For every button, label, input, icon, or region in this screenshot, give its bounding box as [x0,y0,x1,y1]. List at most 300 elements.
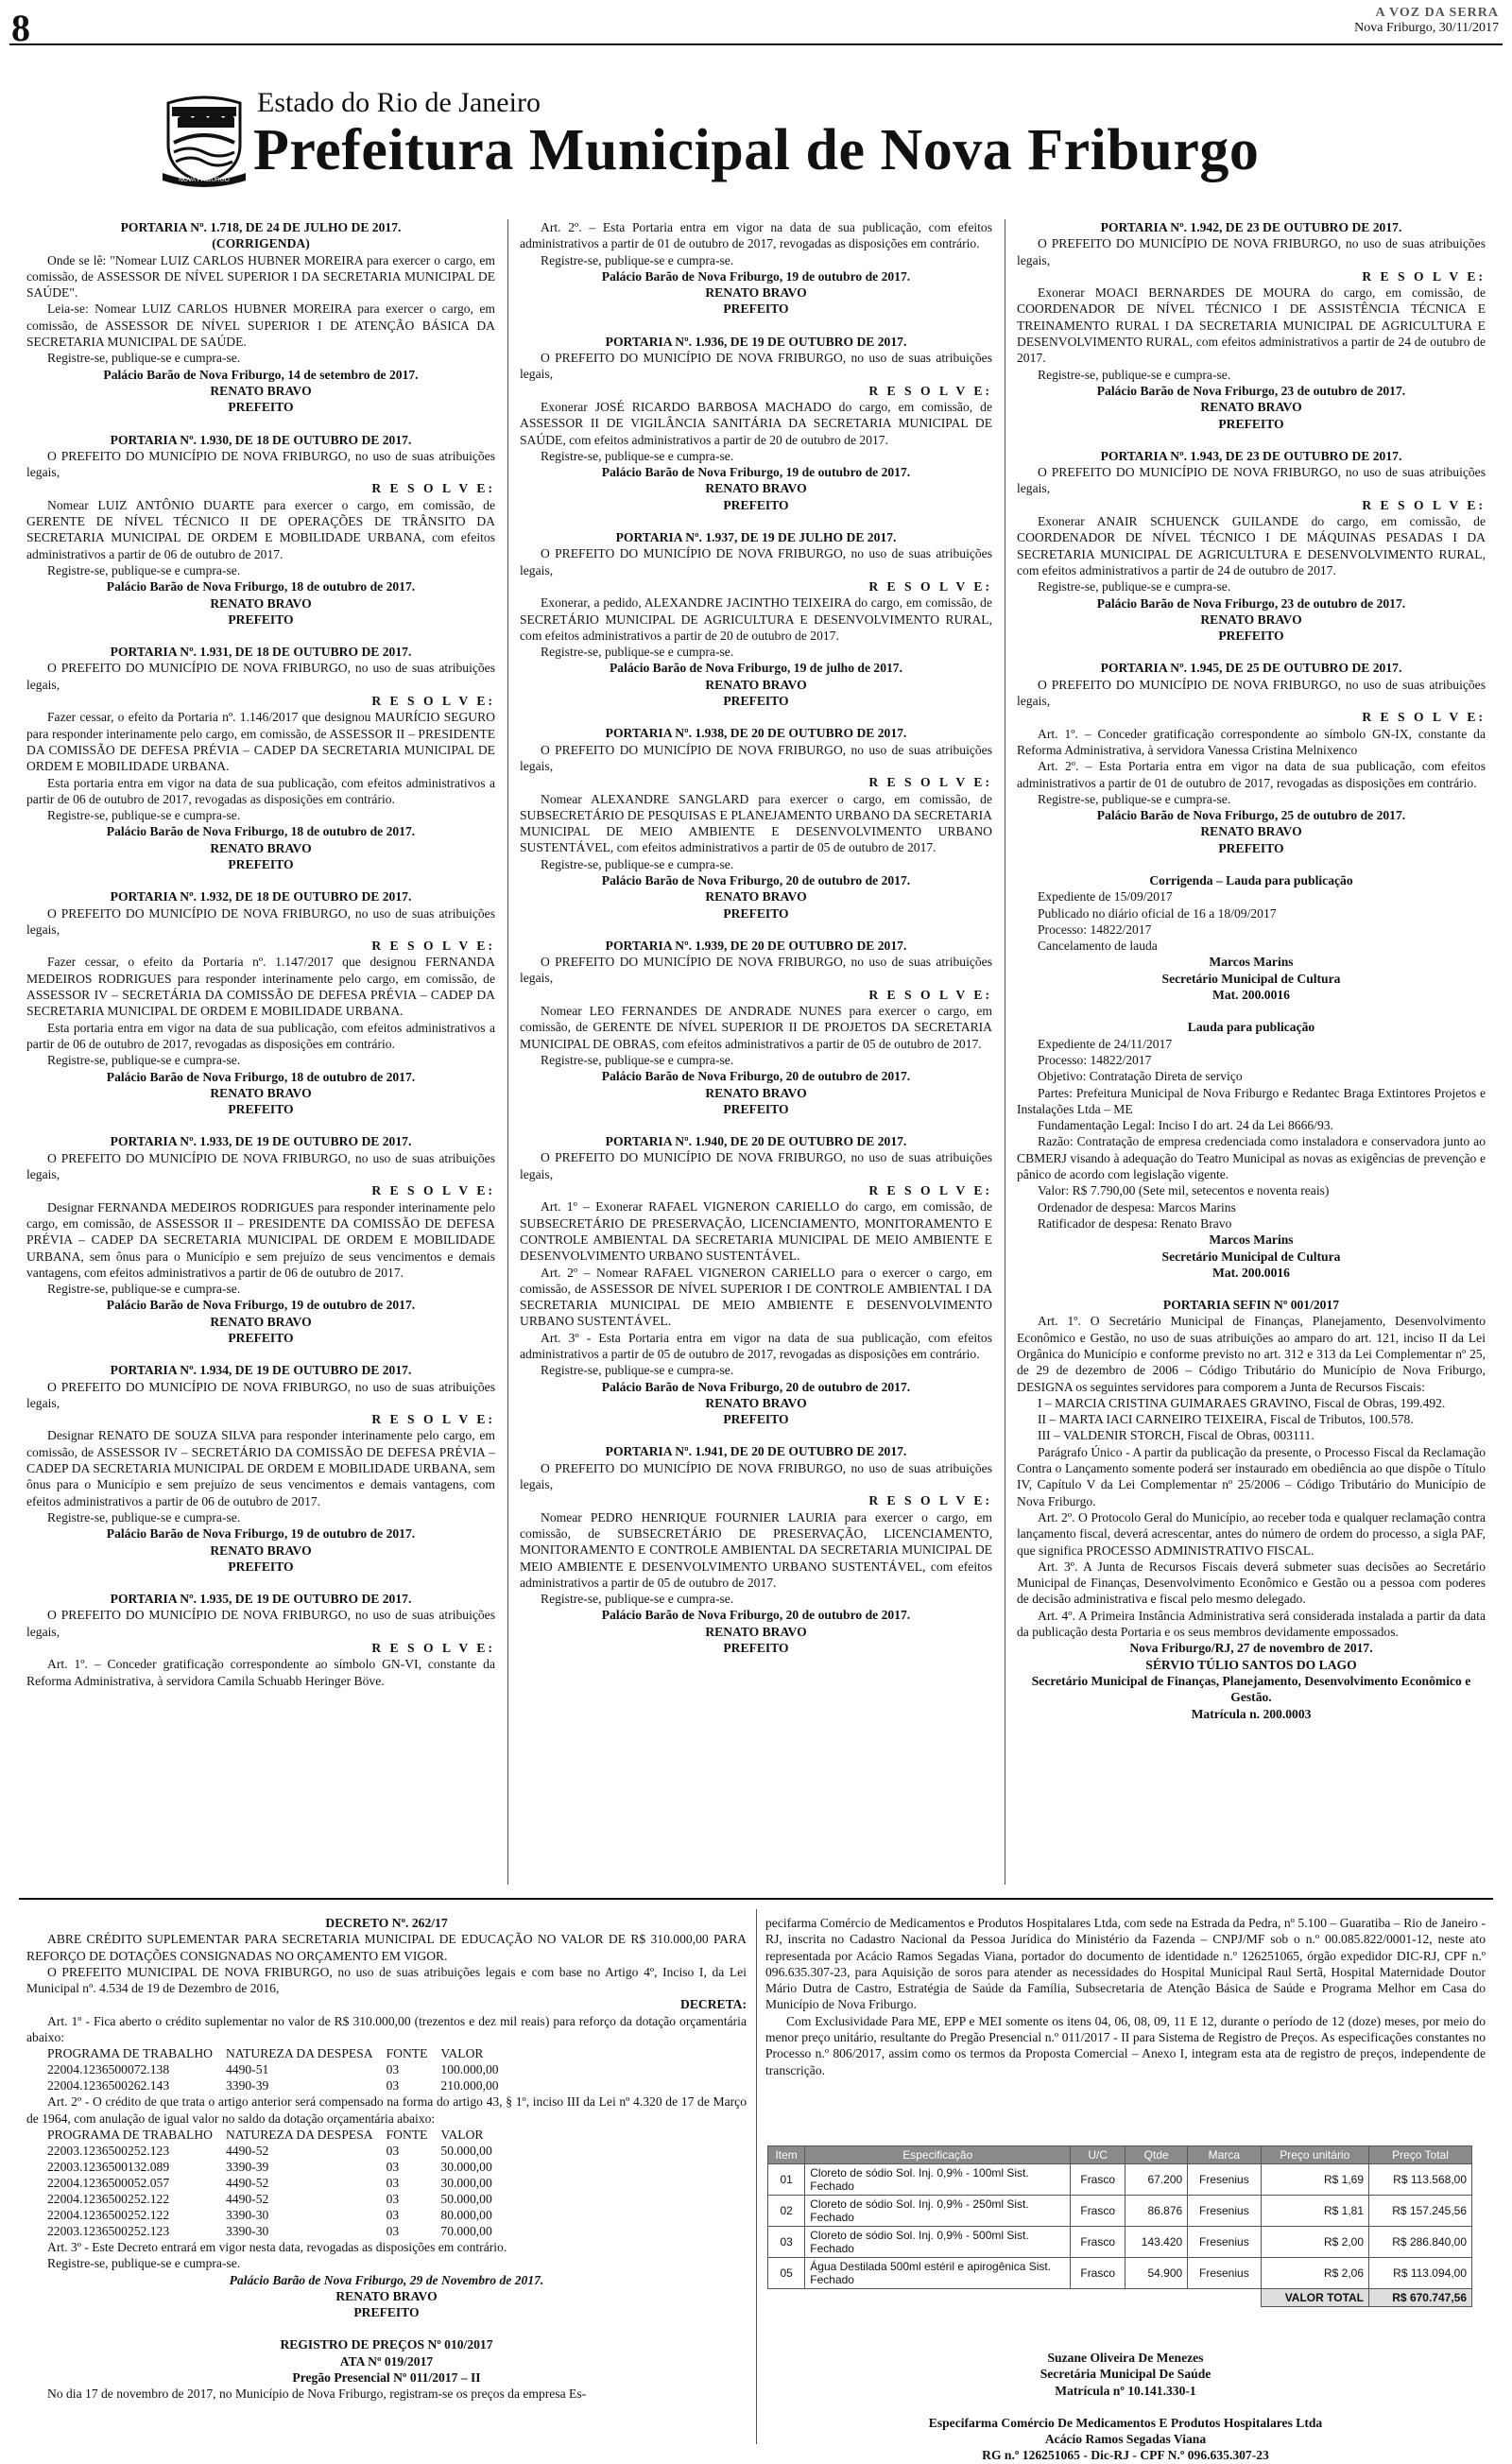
sig2-name: Especifarma Comércio De Medicamentos E Produtos Hospitalares Ltda [928,2415,1323,2430]
sig1-mat: Matrícula nº 10.141.330-1 [1055,2383,1196,2398]
paragraph: Palácio Barão de Nova Friburgo, 23 de outubro de 2017. [1096,595,1406,611]
paragraph: Cancelamento de lauda [1038,939,1158,954]
decreto-ementa: ABRE CRÉDITO SUPLEMENTAR PARA SECRETARIA MUNICIPAL DE EDUCAÇÃO NO VALOR DE R$ 310.000,00 PARA REFORÇO DE DOTAÇÕES CONSIGNADAS NO ORÇAMENTO EM VIGOR. [26,1932,747,1963]
paragraph: Palácio Barão de Nova Friburgo, 18 de outubro de 2017. [106,579,416,594]
table-row [768,2196,1472,2227]
paragraph: PREFEITO [1218,416,1284,431]
paragraph: PREFEITO [228,1331,294,1345]
table-cell: 03 [386,2062,400,2077]
paragraph: II – MARTA IACI CARNEIRO TEIXEIRA, Fiscal de Tributos, 100.578. [1038,1412,1414,1427]
table-cell: 54.900 [1125,2258,1188,2289]
table-header: Preço unitário [1261,2146,1369,2164]
table-cell: 3390-39 [225,2159,269,2174]
table-cell: Fresenius [1188,2164,1261,2196]
paragraph: O PREFEITO DO MUNICÍPIO DE NOVA FRIBURGO, no uso de suas atribuições legais, [26,1379,495,1410]
decreto-art2: Art. 2º - O crédito de que trata o artigo anterior será compensado na forma do artigo 43, § 1º, inciso III da Lei nº 4.320 de 17 de Março de 1964, com anulação de igual valor no saldo da dotação orçamentária abaixo: [26,2094,747,2126]
registro-continuation: pecifarma Comércio de Medicamentos e Produtos Hospitalares Ltda, com sede na Estrada da Pedra, nº 5.100 – Guaratiba – Rio de Janeiro - RJ, inscrita no Cadastro Nacional da Pessoa Jurídica do Ministério da Fazenda – CNPJ/MF sob o n.º 00.085.822/0001-12, neste ato representada por Acácio Ramos Segadas Viana, portador do documento de identidade n.º 126251065, órgão expedidor DIC-RJ, CPF n.º 096.635.307-23, para Aquisição de soros para atender as necessidades do Hospital Municipal Raul Sertã, Hospital Maternidade Doutor Mário Dutra de Castro, Estratégia de Saúde da Família, Subsecretaria de Atenção Básica de Saúde e Programa Melhor em Casa do Município de Nova Friburgo. [765,1916,1486,2012]
decreto-preamble: O PREFEITO MUNICIPAL DE NOVA FRIBURGO, no uso de suas atribuições legais e com base no Artigo 4º, Inciso I, da Lei Municipal nº. 4.534 de 19 de Dezembro de 2016, [26,1964,747,1996]
table-cell: 70.000,00 [440,2223,492,2238]
decreto-title: DECRETO Nº. 262/17 [325,1916,448,1930]
paragraph: RENATO BRAVO [210,1542,312,1558]
paragraph: R E S O L V E: [868,578,992,594]
paragraph: RENATO BRAVO [1200,400,1302,415]
paragraph: PREFEITO [723,1641,789,1656]
decreto-section [26,1915,747,2444]
paragraph: O PREFEITO DO MUNICÍPIO DE NOVA FRIBURGO, no uso de suas atribuições legais, [520,546,992,577]
paragraph: RENATO BRAVO [705,285,807,301]
paragraph: PORTARIA Nº. 1.940, DE 20 DE OUTUBRO DE 2017. [605,1134,907,1149]
paragraph: RENATO BRAVO [705,889,807,905]
edition-date: Nova Friburgo, 30/11/2017 [1354,21,1499,35]
paragraph: Art. 2º. – Esta Portaria entra em vigor na data de sua publicação, com efeitos administrativos a partir de 01 de outubro de 2017, revogadas as disposições em contrário. [1017,759,1486,790]
paragraph: RENATO BRAVO [1200,612,1302,627]
table-cell: Frasco [1071,2164,1125,2196]
column-1 [26,219,495,1885]
table-header: VALOR [440,2046,484,2061]
decreto-art3: Art. 3º - Este Decreto entrará em vigor nesta data, revogadas as disposições em contrário. [47,2239,507,2254]
table-cell: 30.000,00 [440,2159,492,2174]
registro-title: REGISTRO DE PREÇOS Nº 010/2017 [280,2337,493,2352]
paragraph: Valor: R$ 7.790,00 (Sete mil, setecentos e noventa reais) [1038,1183,1330,1198]
paragraph: RENATO BRAVO [1200,824,1302,839]
price-table [767,2145,1472,2307]
paragraph: Objetivo: Contratação Direta de serviço [1038,1069,1243,1084]
table-cell: 02 [768,2196,805,2227]
paragraph: RENATO BRAVO [705,481,807,496]
paragraph: R E S O L V E: [1362,497,1486,512]
table-cell: 03 [768,2227,805,2258]
decreto-signer-title: PREFEITO [353,2305,420,2320]
table-cell: 22003.1236500252.123 [47,2143,170,2158]
paragraph: Exonerar ANAIR SCHUENCK GUILANDE do cargo, em comissão, de COORDENADOR DE NÍVEL TÉCNICO I DE MÁQUINAS PESADAS I DA SECRETARIA MUNICIPAL DE AGRICULTURA E DESENVOLVIMENTO RURAL, com efeitos administrativos a partir de 24 de outubro de 2017. [1017,514,1486,577]
paragraph: Registre-se, publique-se e cumpra-se. [541,856,734,871]
paragraph: PORTARIA Nº. 1.930, DE 18 DE OUTUBRO DE 2017. [110,432,412,447]
table-cell: R$ 1,81 [1261,2196,1369,2227]
paragraph: Designar FERNANDA MEDEIROS RODRIGUES para responder interinamente pelo cargo, em comissão, de ASSESSOR II – PRESIDENTE DA COMISSÃO DE DEFESA PRÉVIA – CADEP DA SECRETARIA MUNICIPAL DE ORDEM E MOBILIDADE URBANA, sem ônus para o Município e sem prejuízo de seus vencimentos e demais vantagens, com efeitos administrativos a partir de 06 de outubro de 2017. [26,1199,495,1280]
city-crest-icon [159,90,249,184]
paragraph: Marcos Marins [1209,955,1294,970]
paragraph: PORTARIA Nº. 1.943, DE 23 DE OUTUBRO DE 2017. [1100,448,1402,463]
paragraph: Registre-se, publique-se e cumpra-se. [541,1592,734,1607]
section-rule [19,1898,1493,1900]
column-2 [520,219,992,1885]
table-cell: R$ 113.094,00 [1369,2258,1472,2289]
paragraph: O PREFEITO DO MUNICÍPIO DE NOVA FRIBURGO, no uso de suas atribuições legais, [26,1608,495,1639]
table-cell: 05 [768,2258,805,2289]
paragraph: Mat. 200.0016 [1212,1265,1290,1280]
paragraph: Processo: 14822/2017 [1038,1052,1152,1067]
paragraph: Exonerar JOSÉ RICARDO BARBOSA MACHADO do cargo, em comissão, de ASSESSOR II DE VIGILÂNCIA SANITÁRIA DA SECRETARIA MUNICIPAL DE SAÚDE, com efeitos administrativos a partir de 20 de outubro de 2017. [520,399,992,447]
masthead-info [1354,6,1499,36]
registro-signatures [765,2350,1486,2463]
paragraph: Art. 1º. O Secretário Municipal de Finanças, Planejamento, Desenvolvimento Econômico e Gestão, no uso de suas atribuições ao amparo do art. 121, inciso II da Lei Orgânica do Município e conforme previsto no art. 312 e 313 da Lei Complementar nº 25, de 29 de dezembro de 2006 – Código Tributário do Município de Nova Friburgo, DESIGNA os seguintes servidores para comporem a Junta de Recursos Fiscais: [1017,1314,1486,1394]
paragraph: Registre-se, publique-se e cumpra-se. [541,1363,734,1378]
paragraph: Esta portaria entra em vigor na data de sua publicação, com efeitos administrativos a partir de 06 de outubro de 2017, revogadas as disposições em contrário. [26,1020,495,1051]
paragraph: Processo: 14822/2017 [1038,922,1152,937]
paragraph: Registre-se, publique-se e cumpra-se. [1038,579,1231,594]
table-cell: 22004.1236500262.143 [47,2078,170,2094]
table-cell: R$ 113.568,00 [1369,2164,1472,2196]
newspaper-name: A VOZ DA SERRA [1375,6,1499,20]
registro-paragraph-2: Com Exclusividade Para ME, EPP e MEI somente os itens 04, 06, 08, 09, 11 E 12, durante o período de 12 (doze) meses, por meio do menor preço unitário, resultante do Pregão Presencial n.º 011/2017 - II para Sistema de Registro de Preços. As especificações constantes no Processo n.º 806/2017, assim como os termos da Proposta Comercial – Anexo I, integram esta ata de registro de preços, independente de transcrição. [765,2013,1486,2077]
paragraph: PREFEITO [1218,840,1284,855]
paragraph: Art. 2º. O Protocolo Geral do Município, ao receber toda e qualquer reclamação contra lançamento fiscal, deverá acrescentar, antes do número de ordem do processo, a sigla PAF, que significa PROCESSO ADMINISTRATIVO FISCAL. [1017,1509,1486,1558]
sig2-doc: RG n.º 126251065 - Dic-RJ - CPF N.º 096.635.307-23 [982,2448,1269,2463]
table-cell: Fresenius [1188,2258,1261,2289]
table-row [47,2207,506,2223]
decreto-palacio: Palácio Barão de Nova Friburgo, 29 de Novembro de 2017. [229,2272,544,2287]
paragraph: Expediente de 15/09/2017 [1038,889,1173,905]
spacer [1017,856,1486,872]
spacer [520,922,992,938]
paragraph: (CORRIGENDA) [212,236,310,251]
spacer [26,1346,495,1362]
paragraph: Leia-se: Nomear LUIZ CARLOS HUBNER MOREIRA para exercer o cargo, em comissão, de ASSESSOR DE NÍVEL SUPERIOR I DE ATENÇÃO BÁSICA DA SECRETARIA MUNICIPAL DE SAÚDE. [26,302,495,350]
page-number: 8 [11,7,30,49]
table-cell: R$ 286.840,00 [1369,2227,1472,2258]
table-header: PROGRAMA DE TRABALHO [47,2046,213,2061]
paragraph: PREFEITO [228,1102,294,1117]
paragraph: Art. 3º - Esta Portaria entra em vigor na data de sua publicação, com efeitos administrativos a partir de 05 de outubro de 2017, revogadas as disposições em contrário. [520,1330,992,1361]
paragraph: RENATO BRAVO [210,840,312,855]
paragraph: O PREFEITO DO MUNICÍPIO DE NOVA FRIBURGO, no uso de suas atribuições legais, [1017,236,1486,267]
paragraph: O PREFEITO DO MUNICÍPIO DE NOVA FRIBURGO, no uso de suas atribuições legais, [26,448,495,480]
paragraph: R E S O L V E: [868,775,992,790]
paragraph: R E S O L V E: [868,383,992,398]
table-cell: 4490-52 [225,2143,269,2158]
paragraph: RENATO BRAVO [210,383,312,398]
paragraph: Palácio Barão de Nova Friburgo, 19 de outubro de 2017. [106,1526,416,1542]
table-header: NATUREZA DA DESPESA [225,2127,373,2142]
paragraph: Fazer cessar, o efeito da Portaria nº. 1.146/2017 que designou MAURÍCIO SEGURO para responder interinamente pelo cargo, em comissão, de ASSESSOR II – PRESIDENTE DA COMISSÃO DE DEFESA PRÉVIA – CADEP DA SECRETARIA MUNICIPAL DE ORDEM E MOBILIDADE URBANA. [26,710,495,774]
decreta-label: DECRETA: [680,1997,747,2012]
paragraph: PORTARIA Nº. 1.936, DE 19 DE OUTUBRO DE 2017. [605,334,907,349]
paragraph: Designar RENATO DE SOUZA SILVA para responder interinamente pelo cargo, em comissão, de ASSESSOR IV – SECRETÁRIO DA COMISSÃO DE DEFESA PRÉVIA – CADEP DA SECRETARIA MUNICIPAL DE ORDEM E MOBILIDADE URBANA, sem ônus para o Município e sem prejuízo de seus vencimentos e demais vantagens, com efeitos administrativos a partir de 06 de outubro de 2017. [26,1428,495,1508]
registro-pregao: Pregão Presencial Nº 011/2017 – II [292,2370,481,2386]
paragraph: R E S O L V E: [1362,268,1486,284]
table-cell: R$ 1,69 [1261,2164,1369,2196]
table-cell: Fresenius [1188,2227,1261,2258]
table-row [47,2077,512,2094]
paragraph: RENATO BRAVO [705,677,807,692]
paragraph: O PREFEITO DO MUNICÍPIO DE NOVA FRIBURGO, no uso de suas atribuições legais, [1017,677,1486,709]
paragraph: Registre-se, publique-se e cumpra-se. [47,1509,241,1525]
paragraph: PREFEITO [228,1559,294,1574]
svg-text:NOVA FRIBURGO: NOVA FRIBURGO [179,177,230,183]
header-rule [9,43,1503,45]
table-cell: Água Destilada 500ml estéril e apirogênica Sist. Fechado [805,2258,1071,2289]
table-cell: 4490-51 [225,2062,269,2077]
paragraph: O PREFEITO DO MUNICÍPIO DE NOVA FRIBURGO, no uso de suas atribuições legais, [520,742,992,773]
paragraph: Art. 1º. – Conceder gratificação correspondente ao símbolo GN-IX, constante da Reforma Administrativa, à servidora Vanessa Cristina Melnixenco [1017,726,1486,757]
paragraph: Art. 1º – Exonerar RAFAEL VIGNERON CARIELLO do cargo, em comissão, de SUBSECRETÁRIO DE PRESERVAÇÃO, LICENCIAMENTO, MONITORAMENTO E CONTROLE AMBIENTAL DA SECRETARIA MUNICIPAL DE MEIO AMBIENTE E DESENVOLVIMENTO URBANO SUSTENTÁVEL. [520,1199,992,1264]
table-cell: 3390-39 [225,2078,269,2094]
table-header: VALOR [440,2127,484,2142]
paragraph: PORTARIA Nº. 1.937, DE 19 DE JULHO DE 2017. [615,530,897,545]
paragraph: RENATO BRAVO [210,595,312,611]
table-cell: 143.420 [1125,2227,1188,2258]
table-header: NATUREZA DA DESPESA [225,2046,373,2061]
decreto-registre: Registre-se, publique-se e cumpra-se. [47,2256,241,2271]
paragraph: R E S O L V E: [371,939,495,954]
spacer [26,872,495,888]
paragraph: R E S O L V E: [1362,710,1486,725]
table-row [47,2191,506,2207]
paragraph: SÉRVIO TÚLIO SANTOS DO LAGO [1145,1657,1357,1672]
table-header: Item [768,2146,805,2164]
paragraph: Palácio Barão de Nova Friburgo, 19 de outubro de 2017. [601,465,911,480]
table-cell: Cloreto de sódio Sol. Inj. 0,9% - 100ml Sist. Fechado [805,2164,1071,2196]
paragraph: Palácio Barão de Nova Friburgo, 18 de outubro de 2017. [106,824,416,839]
paragraph: Registre-se, publique-se e cumpra-se. [541,645,734,660]
paragraph: Palácio Barão de Nova Friburgo, 20 de outubro de 2017. [601,1069,911,1084]
paragraph: Marcos Marins [1209,1232,1294,1248]
paragraph: Partes: Prefeitura Municipal de Nova Friburgo e Redantec Braga Extintores Projetos e Instalações Ltda – ME [1017,1085,1486,1116]
paragraph: Registre-se, publique-se e cumpra-se. [541,1052,734,1067]
dotacao-table [47,2045,512,2094]
paragraph: Exonerar MOACI BERNARDES DE MOURA do cargo, em comissão, de COORDENADOR DE NÍVEL TÉCNICO I DE ASSISTÊNCIA TÉCNICA E TREINAMENTO RURAL I DA SECRETARIA MUNICIPAL DE AGRICULTURA E DESENVOLVIMENTO RURAL, com efeitos administrativos a partir de 24 de outubro de 2017. [1017,285,1486,366]
paragraph: PORTARIA Nº. 1.934, DE 19 DE OUTUBRO DE 2017. [110,1363,412,1378]
table-cell: 4490-52 [225,2191,269,2206]
paragraph: Secretário Municipal de Cultura [1161,971,1341,986]
paragraph: O PREFEITO DO MUNICÍPIO DE NOVA FRIBURGO, no uso de suas atribuições legais, [520,1150,992,1181]
paragraph: Nomear LUIZ ANTÔNIO DUARTE para exercer o cargo, em comissão, de GERENTE DE NÍVEL TÉCNICO II DE OPERAÇÕES DE TRÂNSITO DA SECRETARIA MUNICIPAL DE ORDEM E MOBILIDADE URBANA, com efeitos administrativos a partir de 06 de outubro de 2017. [26,497,495,561]
paragraph: PORTARIA Nº. 1.931, DE 18 DE OUTUBRO DE 2017. [110,645,412,660]
table-cell: 3390-30 [225,2223,269,2238]
sig1-name: Suzane Oliveira De Menezes [1047,2351,1204,2365]
paragraph: RENATO BRAVO [705,1395,807,1410]
table-row [47,2061,512,2077]
table-cell: 03 [386,2207,400,2222]
table-cell: 86.876 [1125,2196,1188,2227]
table-cell: R$ 2,00 [1261,2227,1369,2258]
paragraph: PREFEITO [228,400,294,415]
spacer [1017,1281,1486,1297]
paragraph: Registre-se, publique-se e cumpra-se. [47,808,241,823]
prefeitura-title: Prefeitura Municipal de Nova Friburgo [253,118,1260,182]
table-cell: 30.000,00 [440,2175,492,2190]
paragraph: I – MARCIA CRISTINA GUIMARAES GRAVINO, Fiscal de Obras, 199.492. [1038,1395,1446,1410]
paragraph: Palácio Barão de Nova Friburgo, 25 de outubro de 2017. [1096,808,1406,823]
paragraph: PREFEITO [723,905,789,921]
table-row [47,2223,506,2239]
paragraph: Palácio Barão de Nova Friburgo, 19 de julho de 2017. [609,661,902,676]
paragraph: Secretário Municipal de Finanças, Planejamento, Desenvolvimento Econômico e Gestão. [1031,1673,1471,1705]
sig2-rep: Acácio Ramos Segadas Viana [1044,2432,1207,2447]
table-header: Marca [1188,2146,1261,2164]
paragraph: R E S O L V E: [371,694,495,709]
paragraph: PREFEITO [228,856,294,871]
paragraph: PORTARIA Nº. 1.942, DE 23 DE OUTUBRO DE 2017. [1100,220,1402,234]
table-cell: 210.000,00 [440,2078,499,2094]
paragraph: R E S O L V E: [868,1183,992,1198]
paragraph: PORTARIA Nº. 1.935, DE 19 DE OUTUBRO DE 2017. [110,1592,412,1607]
table-header: Especificação [805,2146,1071,2164]
table-cell: 03 [386,2223,400,2238]
table-cell: 50.000,00 [440,2191,492,2206]
paragraph: PORTARIA Nº. 1.938, DE 20 DE OUTUBRO DE 2017. [605,726,907,741]
table-cell: 01 [768,2164,805,2196]
spacer [520,1117,992,1133]
table-cell: 3390-30 [225,2207,269,2222]
paragraph: Onde se lê: "Nomear LUIZ CARLOS HUBNER MOREIRA para exercer o cargo, em comissão, de ASSESSOR DE NÍVEL SUPERIOR I DA SECRETARIA MUNICIPAL DE SAÚDE". [26,252,495,301]
paragraph: PREFEITO [723,1412,789,1427]
paragraph: R E S O L V E: [868,987,992,1002]
paragraph: PORTARIA Nº. 1.939, DE 20 DE OUTUBRO DE 2017. [605,938,907,953]
anulacao-table [47,2127,506,2239]
paragraph: Lauda para publicação [1187,1020,1315,1035]
paragraph: RENATO BRAVO [705,1624,807,1639]
paragraph: Ratificador de despesa: Renato Bravo [1038,1215,1232,1231]
registro-ata: ATA Nº 019/2017 [339,2353,434,2369]
table-cell: Frasco [1071,2196,1125,2227]
table-cell: 22004.1236500252.122 [47,2191,170,2206]
table-cell: 22004.1236500252.122 [47,2207,170,2222]
paragraph: Palácio Barão de Nova Friburgo, 23 de outubro de 2017. [1096,383,1406,398]
table-row [768,2258,1472,2289]
paragraph: PREFEITO [723,1101,789,1116]
paragraph: Palácio Barão de Nova Friburgo, 20 de outubro de 2017. [601,872,911,887]
table-cell: 22004.1236500072.138 [47,2062,170,2077]
paragraph: Registre-se, publique-se e cumpra-se. [47,1282,241,1297]
table-cell: 4490-52 [225,2175,269,2190]
paragraph: PREFEITO [723,302,789,317]
table-cell: 22003.1236500252.123 [47,2223,170,2238]
total-value: R$ 670.747,56 [1369,2289,1472,2307]
decreto-art1: Art. 1º - Fica aberto o crédito suplementar no valor de R$ 310.000,00 (trezentos e dez mil reais) para reforço da dotação orçamentária abaixo: [26,2013,747,2045]
column-divider [507,219,508,1885]
column-divider [756,1909,757,2444]
paragraph: Expediente de 24/11/2017 [1038,1036,1173,1051]
paragraph: Ordenador de despesa: Marcos Marins [1038,1199,1236,1215]
paragraph: PREFEITO [228,612,294,627]
paragraph: PREFEITO [723,694,789,709]
paragraph: O PREFEITO DO MUNICÍPIO DE NOVA FRIBURGO, no uso de suas atribuições legais, [26,905,495,937]
table-cell: 03 [386,2078,400,2094]
paragraph: Art. 1º. – Conceder gratificação correspondente ao símbolo GN-VI, constante da Reforma Administrativa, à servidora Camila Schuabb Heringer Böve. [26,1657,495,1688]
table-row [768,2164,1472,2196]
table-row [47,2159,506,2175]
paragraph: PORTARIA Nº. 1.941, DE 20 DE OUTUBRO DE 2017. [605,1444,907,1459]
paragraph: Nova Friburgo/RJ, 27 de novembro de 2017. [1129,1641,1373,1656]
spacer [26,628,495,644]
paragraph: R E S O L V E: [868,1493,992,1508]
table-cell: 03 [386,2143,400,2158]
paragraph: Registre-se, publique-se e cumpra-se. [541,252,734,267]
table-cell: 03 [386,2191,400,2206]
state-name: Estado do Rio de Janeiro [257,87,541,118]
table-cell: 22003.1236500132.089 [47,2159,170,2174]
spacer [520,318,992,334]
paragraph: Registre-se, publique-se e cumpra-se. [1038,367,1231,382]
paragraph: Esta portaria entra em vigor na data de sua publicação, com efeitos administrativos a partir de 06 de outubro de 2017, revogadas as disposições em contrário. [26,775,495,806]
table-cell: Cloreto de sódio Sol. Inj. 0,9% - 250ml Sist. Fechado [805,2196,1071,2227]
spacer [520,1427,992,1443]
table-row [47,2175,506,2191]
table-cell: 50.000,00 [440,2143,492,2158]
table-row [47,2143,506,2159]
decreto-signer: RENATO BRAVO [335,2288,438,2303]
paragraph: Palácio Barão de Nova Friburgo, 19 de outubro de 2017. [601,268,911,284]
paragraph: Art. 2º – Nomear RAFAEL VIGNERON CARIELLO para o exercer o cargo, em comissão, de ASSESSOR DE NÍVEL SUPERIOR I DE CONTROLE AMBIENTAL I DA SECRETARIA MUNICIPAL DE MEIO AMBIENTE E DESENVOLVIMENTO URBANO SUSTENTÁVEL. [520,1265,992,1329]
table-cell: 03 [386,2175,400,2190]
paragraph: Secretário Municipal de Cultura [1161,1249,1341,1264]
paragraph: R E S O L V E: [371,1183,495,1198]
paragraph: PREFEITO [1218,629,1284,644]
spacer [26,1117,495,1133]
paragraph: Art. 4º. A Primeira Instância Administrativa será considerada instalada a partir da data da publicação desta Portaria e os seus membros devidamente empossados. [1017,1608,1486,1640]
registro-intro: No dia 17 de novembro de 2017, no Município de Nova Friburgo, registram-se os preços da empresa Es- [47,2386,587,2402]
paragraph: RENATO BRAVO [210,1314,312,1329]
paragraph: Registre-se, publique-se e cumpra-se. [541,448,734,463]
total-label: VALOR TOTAL [1261,2289,1369,2307]
paragraph: Parágrafo Único - A partir da publicação da presente, o Processo Fiscal da Reclamação Contra o Lançamento somente poderá ser instaurado em obediência ao que dispõe o Título IV, Capítulo V da Lei Complementar nº 25/2006 – Código Tributário do Município de Nova Friburgo. [1017,1444,1486,1508]
paragraph: Registre-se, publique-se e cumpra-se. [47,562,241,577]
paragraph: Nomear ALEXANDRE SANGLARD para exercer o cargo, em comissão, de SUBSECRETÁRIO DE PESQUISAS E PLANEJAMENTO URBANO DA SECRETARIA MUNICIPAL DE MEIO AMBIENTE E DESENVOLVIMENTO URBANO SUSTENTÁVEL, com efeitos administrativos a partir de 05 de outubro de 2017. [520,791,992,855]
column-3 [1017,219,1486,1885]
table-row [768,2227,1472,2258]
paragraph: O PREFEITO DO MUNICÍPIO DE NOVA FRIBURGO, no uso de suas atribuições legais, [26,1150,495,1182]
paragraph: Registre-se, publique-se e cumpra-se. [1038,791,1231,806]
table-cell: Cloreto de sódio Sol. Inj. 0,9% - 500ml Sist. Fechado [805,2227,1071,2258]
paragraph: PORTARIA Nº. 1.933, DE 19 DE OUTUBRO DE 2017. [110,1134,412,1149]
paragraph: Exonerar, a pedido, ALEXANDRE JACINTHO TEIXEIRA do cargo, em comissão, de SECRETÁRIO MUNICIPAL DE AGRICULTURA E DESENVOLVIMENTO RURAL, com efeitos administrativos a partir de 20 de outubro de 2017. [520,595,992,643]
table-header: Preço Total [1369,2146,1472,2164]
paragraph: PORTARIA SEFIN Nº 001/2017 [1162,1298,1340,1313]
paragraph: Palácio Barão de Nova Friburgo, 19 de outubro de 2017. [106,1298,416,1313]
spacer [26,1575,495,1591]
paragraph: R E S O L V E: [371,481,495,496]
sig1-title: Secretária Municipal De Saúde [1040,2367,1211,2382]
paragraph: Razão: Contratação de empresa credenciada como instaladora e conservadora junto ao CBMERJ visando à adequação do Teatro Municipal as novas as exigências de prevenção e pânico de acordo com legislação vigente. [1017,1134,1486,1182]
paragraph: RENATO BRAVO [705,1085,807,1100]
paragraph: Nomear PEDRO HENRIQUE FOURNIER LAURIA para exercer o cargo, em comissão, de SUBSECRETÁRIO DE PRESERVAÇÃO, LICENCIAMENTO, MONITORAMENTO E CONTROLE AMBIENTAL DA SECRETARIA MUNICIPAL DE MEIO AMBIENTE E DESENVOLVIMENTO URBANO SUSTENTÁVEL, com efeitos administrativos a partir de 05 de outubro de 2017. [520,1509,992,1590]
table-cell: R$ 2,06 [1261,2258,1369,2289]
paragraph: Matrícula n. 200.0003 [1191,1706,1312,1721]
table-header: FONTE [386,2046,428,2061]
spacer [520,709,992,725]
paragraph: Fundamentação Legal: Inciso I do art. 24 da Lei 8666/93. [1038,1118,1333,1133]
table-header: FONTE [386,2127,428,2142]
paragraph: O PREFEITO DO MUNICÍPIO DE NOVA FRIBURGO, no uso de suas atribuições legais, [26,661,495,692]
paragraph: O PREFEITO DO MUNICÍPIO DE NOVA FRIBURGO, no uso de suas atribuições legais, [1017,465,1486,496]
spacer [520,513,992,529]
table-cell: Frasco [1071,2258,1125,2289]
table-header: PROGRAMA DE TRABALHO [47,2127,213,2142]
table-cell: Frasco [1071,2227,1125,2258]
paragraph: O PREFEITO DO MUNICÍPIO DE NOVA FRIBURGO, no uso de suas atribuições legais, [520,1460,992,1492]
table-cell: Fresenius [1188,2196,1261,2227]
paragraph: Palácio Barão de Nova Friburgo, 14 de setembro de 2017. [103,367,419,382]
paragraph: III – VALDENIR STORCH, Fiscal de Obras, 003111. [1038,1428,1314,1443]
table-cell: 67.200 [1125,2164,1188,2196]
paragraph: Nomear LEO FERNANDES DE ANDRADE NUNES para exercer o cargo, em comissão, de GERENTE DE NÍVEL SUPERIOR II DE PROJETOS DA SECRETARIA MUNICIPAL DE OBRAS, com efeitos administrativos a partir de 05 de outubro de 2017. [520,1004,992,1051]
spacer [1017,644,1486,660]
table-cell: R$ 157.245,56 [1369,2196,1472,2227]
paragraph: Palácio Barão de Nova Friburgo, 20 de outubro de 2017. [601,1608,911,1623]
spacer [1017,1003,1486,1019]
paragraph: O PREFEITO DO MUNICÍPIO DE NOVA FRIBURGO, no uso de suas atribuições legais, [520,351,992,382]
paragraph: R E S O L V E: [371,1412,495,1427]
spacer [26,416,495,432]
paragraph: O PREFEITO DO MUNICÍPIO DE NOVA FRIBURGO, no uso de suas atribuições legais, [520,955,992,986]
paragraph: Registre-se, publique-se e cumpra-se. [47,351,241,366]
table-cell: 03 [386,2159,400,2174]
paragraph: Palácio Barão de Nova Friburgo, 18 de outubro de 2017. [106,1069,416,1084]
table-cell: 100.000,00 [440,2062,499,2077]
paragraph: Palácio Barão de Nova Friburgo, 20 de outubro de 2017. [601,1379,911,1394]
table-cell: 22004.1236500052.057 [47,2175,170,2190]
